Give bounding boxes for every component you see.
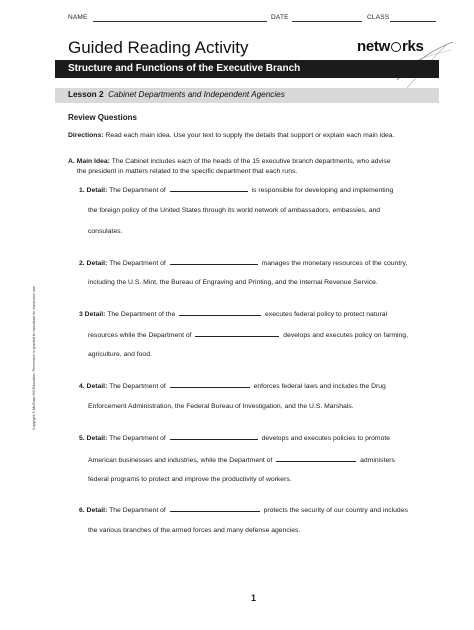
detail-3: [79, 309, 387, 318]
name-field[interactable]: [93, 21, 267, 22]
section-title: Review Questions: [68, 113, 137, 122]
detail-3-label: 3 Detail:: [79, 311, 106, 318]
lesson-number: Lesson 2: [68, 90, 104, 99]
detail-5: [79, 433, 390, 442]
detail-2-text-a: The Department of: [109, 260, 166, 267]
detail-4-text-b: enforces federal laws and includes the Drug: [253, 383, 386, 390]
detail-5-blank-1[interactable]: [170, 433, 258, 440]
detail-3-text-a: The Department of the: [107, 311, 176, 318]
lesson-heading: [68, 90, 285, 99]
date-label: DATE: [271, 14, 289, 21]
detail-1: [79, 185, 393, 194]
banner-title: Structure and Functions of the Executive Branch: [68, 63, 301, 74]
detail-5-text-b: develops and executes policies to promote: [261, 435, 391, 442]
detail-6-text-b: protects the security of our country and includes: [263, 507, 408, 514]
detail-2-blank[interactable]: [170, 258, 258, 265]
logo-suffix: rks: [401, 38, 424, 55]
date-field[interactable]: [292, 21, 362, 22]
detail-5-text-c: American businesses and industries, while the Department of: [88, 457, 273, 464]
directions-label: Directions:: [68, 132, 104, 139]
detail-6-text-a: The Department of: [109, 507, 166, 514]
detail-1-blank[interactable]: [170, 185, 248, 192]
lesson-title: Cabinet Departments and Independent Agencies: [108, 90, 285, 99]
detail-1-line2: the foreign policy of the United States through its world network of ambassadors, embassies, and: [88, 207, 381, 214]
page-title: Guided Reading Activity: [68, 38, 249, 57]
detail-4-label: 4. Detail:: [79, 383, 108, 390]
directions: [68, 131, 418, 141]
detail-3-blank-1[interactable]: [179, 309, 261, 316]
detail-5-line2: [88, 455, 395, 464]
main-idea-line1: The Cabinet includes each of the heads of the 15 executive branch departments, who advise: [111, 158, 391, 165]
detail-5-blank-2[interactable]: [276, 455, 356, 462]
detail-3-text-c: resources while the Department of: [88, 332, 192, 339]
detail-4: [79, 381, 386, 390]
detail-1-text-b: is responsible for developing and implementing: [251, 187, 394, 194]
detail-1-text-a: The Department of: [109, 187, 166, 194]
detail-6-line2: the various branches of the armed forces and many defense agencies.: [88, 527, 301, 534]
detail-5-line3: federal programs to protect and improve the productivity of workers.: [88, 476, 292, 483]
detail-3-text-d: develops and executes policy on farming,: [283, 332, 408, 339]
copyright-notice: Copyright © McGraw-Hill Education. Permission is granted to reproduce for classroom use.: [32, 285, 36, 430]
detail-5-label: 5. Detail:: [79, 435, 108, 442]
detail-2-text-b: manages the monetary resources of the country,: [261, 260, 408, 267]
detail-1-line3: consulates.: [88, 228, 123, 235]
name-label: NAME: [68, 14, 88, 21]
detail-3-text-b: executes federal policy to protect natural: [265, 311, 388, 318]
main-idea-line2: the president in matters related to the specific department that each runs.: [77, 167, 298, 175]
page-number: 1: [251, 593, 257, 603]
detail-5-text-a: The Department of: [109, 435, 166, 442]
detail-4-blank[interactable]: [170, 381, 250, 388]
detail-6: [79, 505, 408, 514]
detail-6-label: 6. Detail:: [79, 507, 108, 514]
detail-3-line3: agriculture, and food.: [88, 351, 152, 358]
detail-5-text-d: administers: [360, 457, 395, 464]
logo-prefix: netw: [357, 38, 390, 55]
class-field[interactable]: [390, 21, 436, 22]
detail-6-blank[interactable]: [170, 505, 260, 512]
detail-2-label: 2. Detail:: [79, 260, 108, 267]
directions-text: Read each main idea. Use your text to supply the details that support or explain each main idea.: [105, 132, 395, 139]
detail-4-text-a: The Department of: [109, 383, 166, 390]
main-idea: [68, 157, 438, 176]
detail-3-line2: [88, 330, 408, 339]
detail-3-blank-2[interactable]: [195, 330, 279, 337]
detail-2: [79, 258, 407, 267]
detail-2-line2: including the U.S. Mint, the Bureau of Engraving and Printing, and the Internal Revenue Service.: [88, 279, 378, 286]
detail-4-line2: Enforcement Administration, the Federal Bureau of Investigation, and the U.S. Marshals.: [88, 403, 354, 410]
class-label: CLASS: [367, 14, 390, 21]
main-idea-label: A. Main Idea:: [68, 158, 110, 165]
detail-1-label: 1. Detail:: [79, 187, 108, 194]
